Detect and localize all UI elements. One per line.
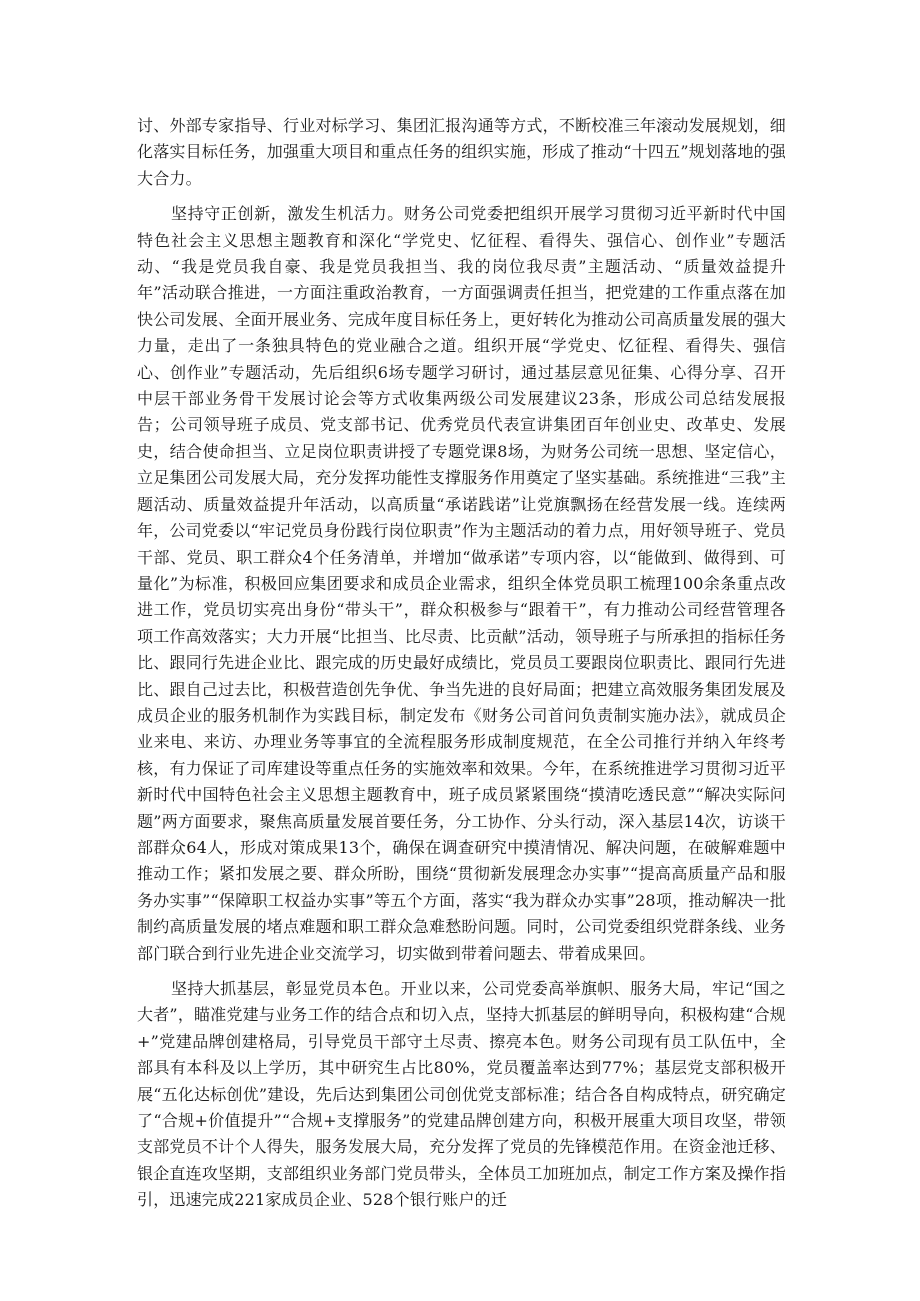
paragraph-continuation: 讨、外部专家指导、行业对标学习、集团汇报沟通等方式，不断校准三年滚动发展规划，细化落实目标任务，加强重大项目和重点任务的组织实施，形成了推动“十四五”规划落地的强大合力。 [137, 116, 786, 188]
paragraph-innovation: 坚持守正创新，激发生机活力。财务公司党委把组织开展学习贯彻习近平新时代中国特色社会主义思想主题教育和深化“学党史、忆征程、看得失、强信心、创作业”专题活动、“我是党员我自豪、我是党员我担当、我的岗位我尽责”主题活动、“质量效益提升年”活动联合推进，一方面注重政治教育，一方面强调责任担当，把党建的工作重点落在加快公司发展、全面开展业务、完成年度目标任务上，更好转化为推动公司高质量发展的强大力量，走出了一条独具特色的党业融合之道。组织开展“学党史、忆征程、看得失、强信心、创作业”专题活动，先后组织6场专题学习研讨，通过基层意见征集、心得分享、召开中层干部业务骨干发展讨论会等方式收集两级公司发展建议23条，形成公司总结发展报告；公司领导班子成员、党支部书记、优秀党员代表宣讲集团百年创业史、改革史、发展史，结合使命担当、立足岗位职责讲授了专题党课8场，为财务公司统一思想、坚定信心，立足集团公司发展大局，充分发挥功能性支撑服务作用奠定了坚实基础。系统推进“三我”主题活动、质量效益提升年活动，以高质量“承诺践诺”让党旗飘扬在经营发展一线。连续两年，公司党委以“牢记党员身份践行岗位职责”作为主题活动的着力点，用好领导班子、党员干部、党员、职工群众4个任务清单，并增加“做承诺”专项内容，以“能做到、做得到、可量化”为标准，积极回应集团要求和成员企业需求，组织全体党员职工梳理100余条重点改进工作，党员切实亮出身份“带头干”，群众积极参与“跟着干”，有力推动公司经营管理各项工作高效落实；大力开展“比担当、比尽责、比贡献”活动，领导班子与所承担的指标任务比、跟同行先进企业比、跟完成的历史最好成绩比，党员员工要跟岗位职责比、跟同行先进比、跟自己过去比，积极营造创先争优、争当先进的良好局面；把建立高效服务集团发展及成员企业的服务机制作为实践目标，制定发布《财务公司首问负责制实施办法》，就成员企业来电、来访、办理业务等事宜的全流程服务形成制度规范，在全公司推行并纳入年终考核，有力保证了司库建设等重点任务的实施效率和效果。今年，在系统推进学习贯彻习近平新时代中国特色社会主义思想主题教育中，班子成员紧紧围绕“摸清吃透民意”“解决实际问题”两方面要求，聚焦高质量发展首要任务，分工协作、分头行动，深入基层14次，访谈干部群众64人，形成对策成果13个，确保在调查研究中摸清情况、解决问题，在破解难题中推动工作；紧扣发展之要、群众所盼，围绕“贯彻新发展理念办实事”“提高高质量产品和服务办实事”“保障职工权益办实事”等五个方面，落实“我为群众办实事”28项，推动解决一批制约高质量发展的堵点难题和职工群众急难愁盼问题。同时，公司党委组织党群条线、业务部门联合到行业先进企业交流学习，切实做到带着问题去、带着成果回。 [137, 204, 786, 963]
paragraph-grassroots: 坚持大抓基层，彰显党员本色。开业以来，公司党委高举旗帜、服务大局，牢记“国之大者”，瞄准党建与业务工作的结合点和切入点，坚持大抓基层的鲜明导向，积极构建“合规+”党建品牌创建格局，引导党员干部守土尽责、擦亮本色。财务公司现有员工队伍中，全部具有本科及以上学历，其中研究生占比80%，党员覆盖率达到77%；基层党支部积极开展“五化达标创优”建设，先后达到集团公司创优党支部标准；结合各自构成特点，研究确定了“合规+价值提升”“合规+支撑服务”的党建品牌创建方向，积极开展重大项目攻坚，带领支部党员不计个人得失，服务发展大局，充分发挥了党员的先锋模范作用。在资金池迁移、银企直连攻坚期，支部组织业务部门党员带头，全体员工加班加点，制定工作方案及操作指引，迅速完成221家成员企业、528个银行账户的迁 [137, 979, 786, 1210]
